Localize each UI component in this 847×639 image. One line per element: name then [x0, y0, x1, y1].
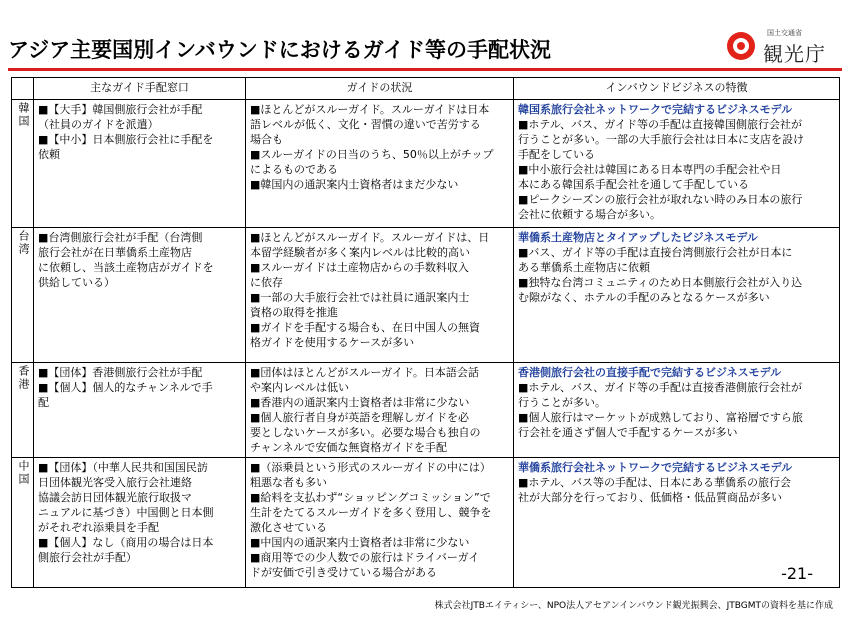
arrangement-table — [11, 77, 840, 588]
header-country — [12, 78, 34, 100]
business-line: ■バス、ガイド等の手配は直接台湾側旅行会社が日本に — [518, 246, 793, 259]
guide-cell — [246, 100, 514, 228]
contact-line: 旅行会社が在日華僑系土産物店 — [38, 246, 192, 259]
page-title: アジア主要国別インバウンドにおけるガイド等の手配状況 — [8, 38, 552, 62]
contact-line: ■【個人】個人的なチャンネルで手 — [38, 381, 213, 394]
business-cell — [514, 100, 840, 228]
country-cell — [12, 363, 34, 458]
business-line: 手配をしている — [518, 148, 595, 161]
logo-agency-name: 観光庁 — [763, 42, 826, 66]
guide-line: 格ガイドを使用するケースが多い — [250, 336, 415, 349]
agency-logo — [727, 26, 837, 68]
guide-line: 粗悪な者も多い — [250, 476, 327, 489]
business-line: ある華僑系土産物店に依頼 — [518, 261, 650, 274]
country-name: 香港 — [17, 365, 30, 391]
table-header-row — [12, 78, 840, 100]
country-name: 中国 — [17, 460, 30, 486]
guide-line: ■韓国内の通訳案内士資格者はまだ少ない — [250, 178, 459, 191]
business-cell — [514, 363, 840, 458]
contact-cell — [34, 228, 246, 363]
guide-line: ■給料を支払わず“ショッピングコミッション”で — [250, 491, 491, 504]
business-model-heading: 華僑系土産物店とタイアップしたビジネスモデル — [518, 231, 758, 244]
contact-line: 供給している） — [38, 276, 115, 289]
contact-cell — [34, 363, 246, 458]
contact-line: 日団体観光客受入旅行会社連絡 — [38, 476, 192, 489]
contact-line: ■【中小】日本側旅行会社に手配を — [38, 133, 214, 146]
page-number: -21- — [781, 564, 813, 583]
contact-line: 依頼 — [38, 148, 60, 161]
title-underline — [8, 68, 842, 71]
contact-cell — [34, 100, 246, 228]
table-row-china — [12, 458, 840, 588]
guide-line: ■一部の大手旅行会社では社員に通訳案内士 — [250, 291, 470, 304]
header-business: インバウンドビジネスの特徴 — [514, 78, 840, 100]
guide-cell — [246, 228, 514, 363]
business-line: ■ホテル、バス等の手配は、日本にある華僑系の旅行会 — [518, 476, 791, 489]
contact-line: がそれぞれ添乗員を手配 — [38, 521, 159, 534]
contact-line: ■【団体】香港側旅行会社が手配 — [38, 366, 203, 379]
business-line: 本にある韓国系手配会社を通して手配している — [518, 178, 749, 191]
contact-line: ■【個人】なし（商用の場合は日本 — [38, 536, 214, 549]
guide-line: ■ほとんどがスルーガイド。スルーガイドは日本 — [250, 103, 490, 116]
country-name: 台湾 — [17, 230, 30, 256]
guide-line: ■（添乗員という形式のスルーガイドの中には） — [250, 461, 491, 474]
business-model-heading: 香港側旅行会社の直接手配で完結するビジネスモデル — [518, 366, 782, 379]
table-row-korea — [12, 100, 840, 228]
business-line: ■ホテル、バス、ガイド等の手配は直接韓国側旅行会社が — [518, 118, 802, 131]
contact-line: 側旅行会社が手配） — [38, 551, 137, 564]
business-model-heading: 華僑系旅行会社ネットワークで完結するビジネスモデル — [518, 461, 793, 474]
guide-line: 場合も — [250, 133, 283, 146]
business-line: む隙がなく、ホテルの手配のみとなるケースが多い — [518, 291, 770, 304]
business-line: ■ピークシーズンの旅行会社が取れない時のみ日本の旅行 — [518, 193, 803, 206]
guide-line: や案内レベルは低い — [250, 381, 349, 394]
contact-line: ニュアルに基づき）中国側と日本側 — [38, 506, 214, 519]
guide-line: ドが安価で引き受けている場合がある — [250, 566, 437, 579]
contact-line: ■【大手】韓国側旅行会社が手配 — [38, 103, 203, 116]
country-cell — [12, 228, 34, 363]
contact-line: ■台湾側旅行会社が手配（台湾側 — [38, 231, 203, 244]
header-contact: 主なガイド手配窓口 — [34, 78, 246, 100]
business-line: ■ホテル、バス、ガイド等の手配は直接香港側旅行会社が — [518, 381, 802, 394]
guide-line: ■商用等での少人数での旅行はドライバーガイ — [250, 551, 480, 564]
guide-line: 要としないケースが多い。必要な場合も独自の — [250, 426, 481, 439]
logo-ministry-text: 国土交通省 — [767, 29, 802, 37]
business-line: ■中小旅行会社は韓国にある日本専門の手配会社や日 — [518, 163, 782, 176]
business-line: 行うことが多い。一部の大手旅行会社は日本に支店を設け — [518, 133, 804, 146]
guide-line: ■中国内の通訳案内士資格者は非常に少ない — [250, 536, 470, 549]
business-model-heading: 韓国系旅行会社ネットワークで完結するビジネスモデル — [518, 103, 793, 116]
guide-line: 本留学経験者が多く案内レベルは比較的高い — [250, 246, 470, 259]
guide-line: チャンネルで安価な無資格ガイドを手配 — [250, 441, 448, 454]
guide-line: 語レベルが低く、文化・習慣の違いで苦労する — [250, 118, 481, 131]
table-row-hongkong — [12, 363, 840, 458]
guide-cell — [246, 363, 514, 458]
guide-cell — [246, 458, 514, 588]
guide-line: ■香港内の通訳案内士資格者は非常に少ない — [250, 396, 470, 409]
business-line: 社が大部分を行っており、低価格・低品質商品が多い — [518, 491, 782, 504]
business-cell — [514, 228, 840, 363]
guide-line: 激化させている — [250, 521, 327, 534]
table-row-taiwan — [12, 228, 840, 363]
guide-line: ■ガイドを手配する場合も、在日中国人の無資 — [250, 321, 481, 334]
contact-line: に依頼し、当該土産物店がガイドを — [38, 261, 214, 274]
jta-circle-logo-icon — [727, 32, 755, 60]
country-cell — [12, 458, 34, 588]
business-line: ■個人旅行はマーケットが成熟しており、富裕層ですら旅 — [518, 411, 803, 424]
guide-line: 資格の取得を推進 — [250, 306, 338, 319]
contact-cell — [34, 458, 246, 588]
guide-line: 生計をたてるスルーガイドを多く登用し、競争を — [250, 506, 492, 519]
source-note: 株式会社JTBエイティシー、NPO法人アセアンインバウンド観光振興会、JTBGMTの資料を基に作成 — [434, 601, 833, 611]
guide-line: ■ほとんどがスルーガイド。スルーガイドは、日 — [250, 231, 490, 244]
country-cell — [12, 100, 34, 228]
guide-line: に依存 — [250, 276, 283, 289]
guide-line: ■スルーガイドの日当のうち、50％以上がチップ — [250, 148, 494, 161]
contact-line: ■【団体】（中華人民共和国国民訪 — [38, 461, 208, 474]
business-line: 行うことが多い。 — [518, 396, 606, 409]
guide-line: ■個人旅行者自身が英語を理解しガイドを必 — [250, 411, 470, 424]
guide-line: ■スルーガイドは土産物店からの手数料収入 — [250, 261, 469, 274]
guide-line: によるものである — [250, 163, 338, 176]
header-guide: ガイドの状況 — [246, 78, 514, 100]
business-line: 行会社を通さず個人で手配するケースが多い — [518, 426, 738, 439]
country-name: 韓国 — [17, 102, 30, 128]
contact-line: （社員のガイドを派遣） — [38, 118, 159, 131]
business-line: ■独特な台湾コミュニティのため日本側旅行会社が入り込 — [518, 276, 803, 289]
contact-line: 協議会訪日団体観光旅行取扱マ — [38, 491, 192, 504]
guide-line: ■団体はほとんどがスルーガイド。日本語会話 — [250, 366, 479, 379]
business-line: 会社に依頼する場合が多い。 — [518, 208, 661, 221]
contact-line: 配 — [38, 396, 49, 409]
